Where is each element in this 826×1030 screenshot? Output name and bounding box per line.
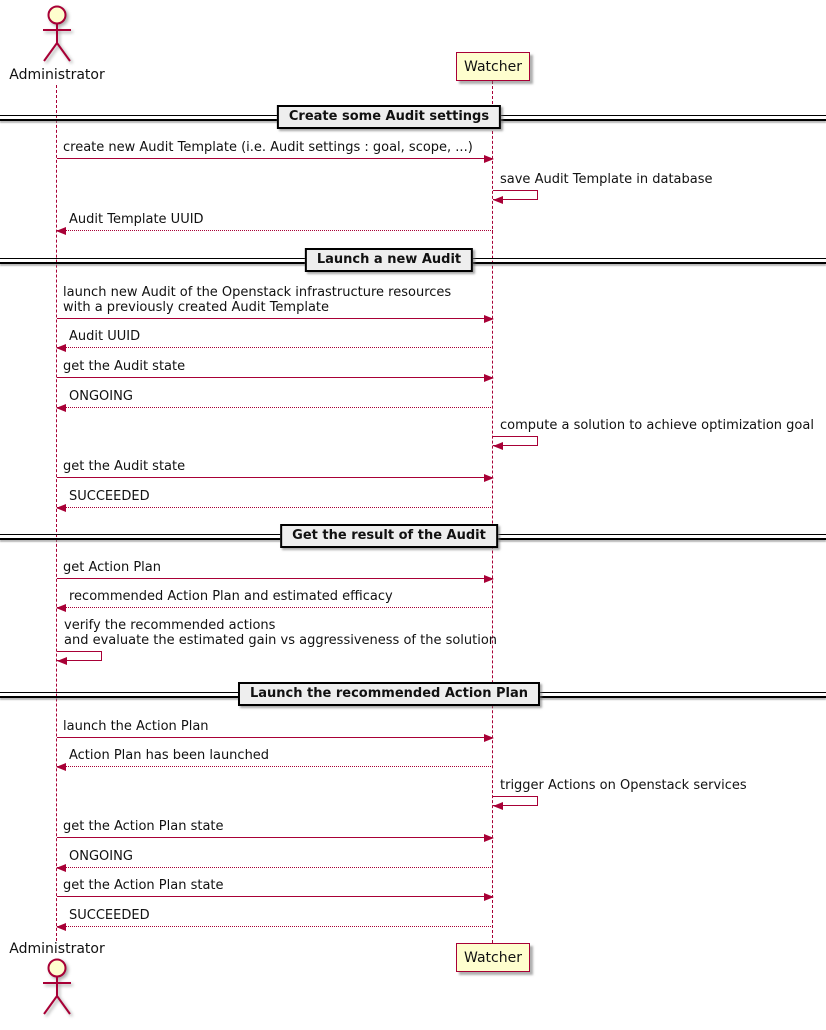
message-row [57,459,493,478]
message-row [57,489,493,508]
message-arrow [57,230,493,231]
section-divider-get-audit-result [0,524,826,550]
message-row [57,389,493,408]
message-arrow [57,737,493,738]
message-row [57,560,493,579]
message-row [57,819,493,838]
message-label: get the Audit state [63,459,186,474]
arrowhead-left-icon [493,802,503,810]
message-label: get the Action Plan state [63,878,224,893]
message-arrow [57,407,493,408]
self-message-row [493,418,814,446]
arrowhead-left-icon [56,404,66,412]
message-row [57,140,493,159]
self-message-arrow [57,651,102,661]
message-arrow [57,318,493,319]
message-arrow [57,837,493,838]
message-arrow [57,578,493,579]
arrowhead-left-icon [56,923,66,931]
message-arrow [57,926,493,927]
message-arrow [57,766,493,767]
arrowhead-right-icon [484,315,494,323]
self-message-row [493,172,713,200]
message-label: get the Action Plan state [63,819,224,834]
arrowhead-left-icon [56,344,66,352]
message-label: ONGOING [69,849,133,864]
message-label: ONGOING [69,389,133,404]
message-label: launch the Action Plan [63,719,209,734]
message-label: Audit UUID [69,329,141,344]
arrowhead-right-icon [484,834,494,842]
message-label: Action Plan has been launched [69,748,270,763]
message-label: get the Audit state [63,359,186,374]
message-label: trigger Actions on Openstack services [500,778,747,793]
section-divider-create-audit-settings [0,105,826,131]
message-arrow [57,347,493,348]
arrowhead-left-icon [493,442,503,450]
section-divider-launch-new-audit [0,248,826,274]
message-arrow [57,867,493,868]
arrowhead-left-icon [56,763,66,771]
message-label: save Audit Template in database [500,172,713,187]
arrowhead-right-icon [484,374,494,382]
arrowhead-left-icon [57,657,67,665]
arrowhead-right-icon [484,474,494,482]
arrowhead-right-icon [484,893,494,901]
divider-title: Launch the recommended Action Plan [238,682,540,706]
arrowhead-left-icon [56,604,66,612]
message-arrow [57,477,493,478]
message-label: recommended Action Plan and estimated efficacy [69,589,393,604]
message-row [57,285,493,319]
arrowhead-right-icon [484,734,494,742]
self-message-arrow [493,436,538,446]
message-row [57,212,493,231]
divider-title: Create some Audit settings [277,105,501,129]
administrator-actor-icon [34,957,80,1020]
message-row [57,748,493,767]
watcher-lifeline [492,81,493,943]
message-row [57,849,493,868]
message-label: verify the recommended actions [64,618,276,633]
message-label: compute a solution to achieve optimization goal [500,418,814,433]
section-divider-launch-action-plan [0,682,826,708]
message-label: with a previously created Audit Template [63,300,330,315]
message-arrow [57,158,493,159]
message-arrow [57,896,493,897]
arrowhead-left-icon [56,864,66,872]
self-message-row [493,778,747,806]
message-row [57,329,493,348]
message-arrow [57,377,493,378]
arrowhead-right-icon [484,575,494,583]
watcher-participant-bottom: Watcher [456,943,530,972]
message-row [57,719,493,738]
arrowhead-left-icon [493,196,503,204]
message-label: launch new Audit of the Openstack infrastructure resources [63,285,452,300]
self-message-arrow [493,796,538,806]
message-label: SUCCEEDED [69,908,150,923]
message-label: create new Audit Template (i.e. Audit settings : goal, scope, ...) [63,140,473,155]
message-arrow [57,507,493,508]
message-label: SUCCEEDED [69,489,150,504]
divider-title: Get the result of the Audit [280,524,498,548]
self-message-row [57,618,497,661]
arrowhead-left-icon [56,227,66,235]
message-arrow [57,607,493,608]
message-row [57,878,493,897]
divider-title: Launch a new Audit [305,248,473,272]
message-row [57,908,493,927]
message-row [57,589,493,608]
self-message-arrow [493,190,538,200]
administrator-label-bottom: Administrator [9,941,105,957]
message-row [57,359,493,378]
administrator-label-top: Administrator [9,67,105,83]
message-label: and evaluate the estimated gain vs aggressiveness of the solution [64,633,498,648]
message-label: get Action Plan [63,560,161,575]
arrowhead-left-icon [56,504,66,512]
watcher-participant-top: Watcher [456,52,530,81]
message-label: Audit Template UUID [69,212,204,227]
arrowhead-right-icon [484,155,494,163]
administrator-actor-icon [34,4,80,67]
